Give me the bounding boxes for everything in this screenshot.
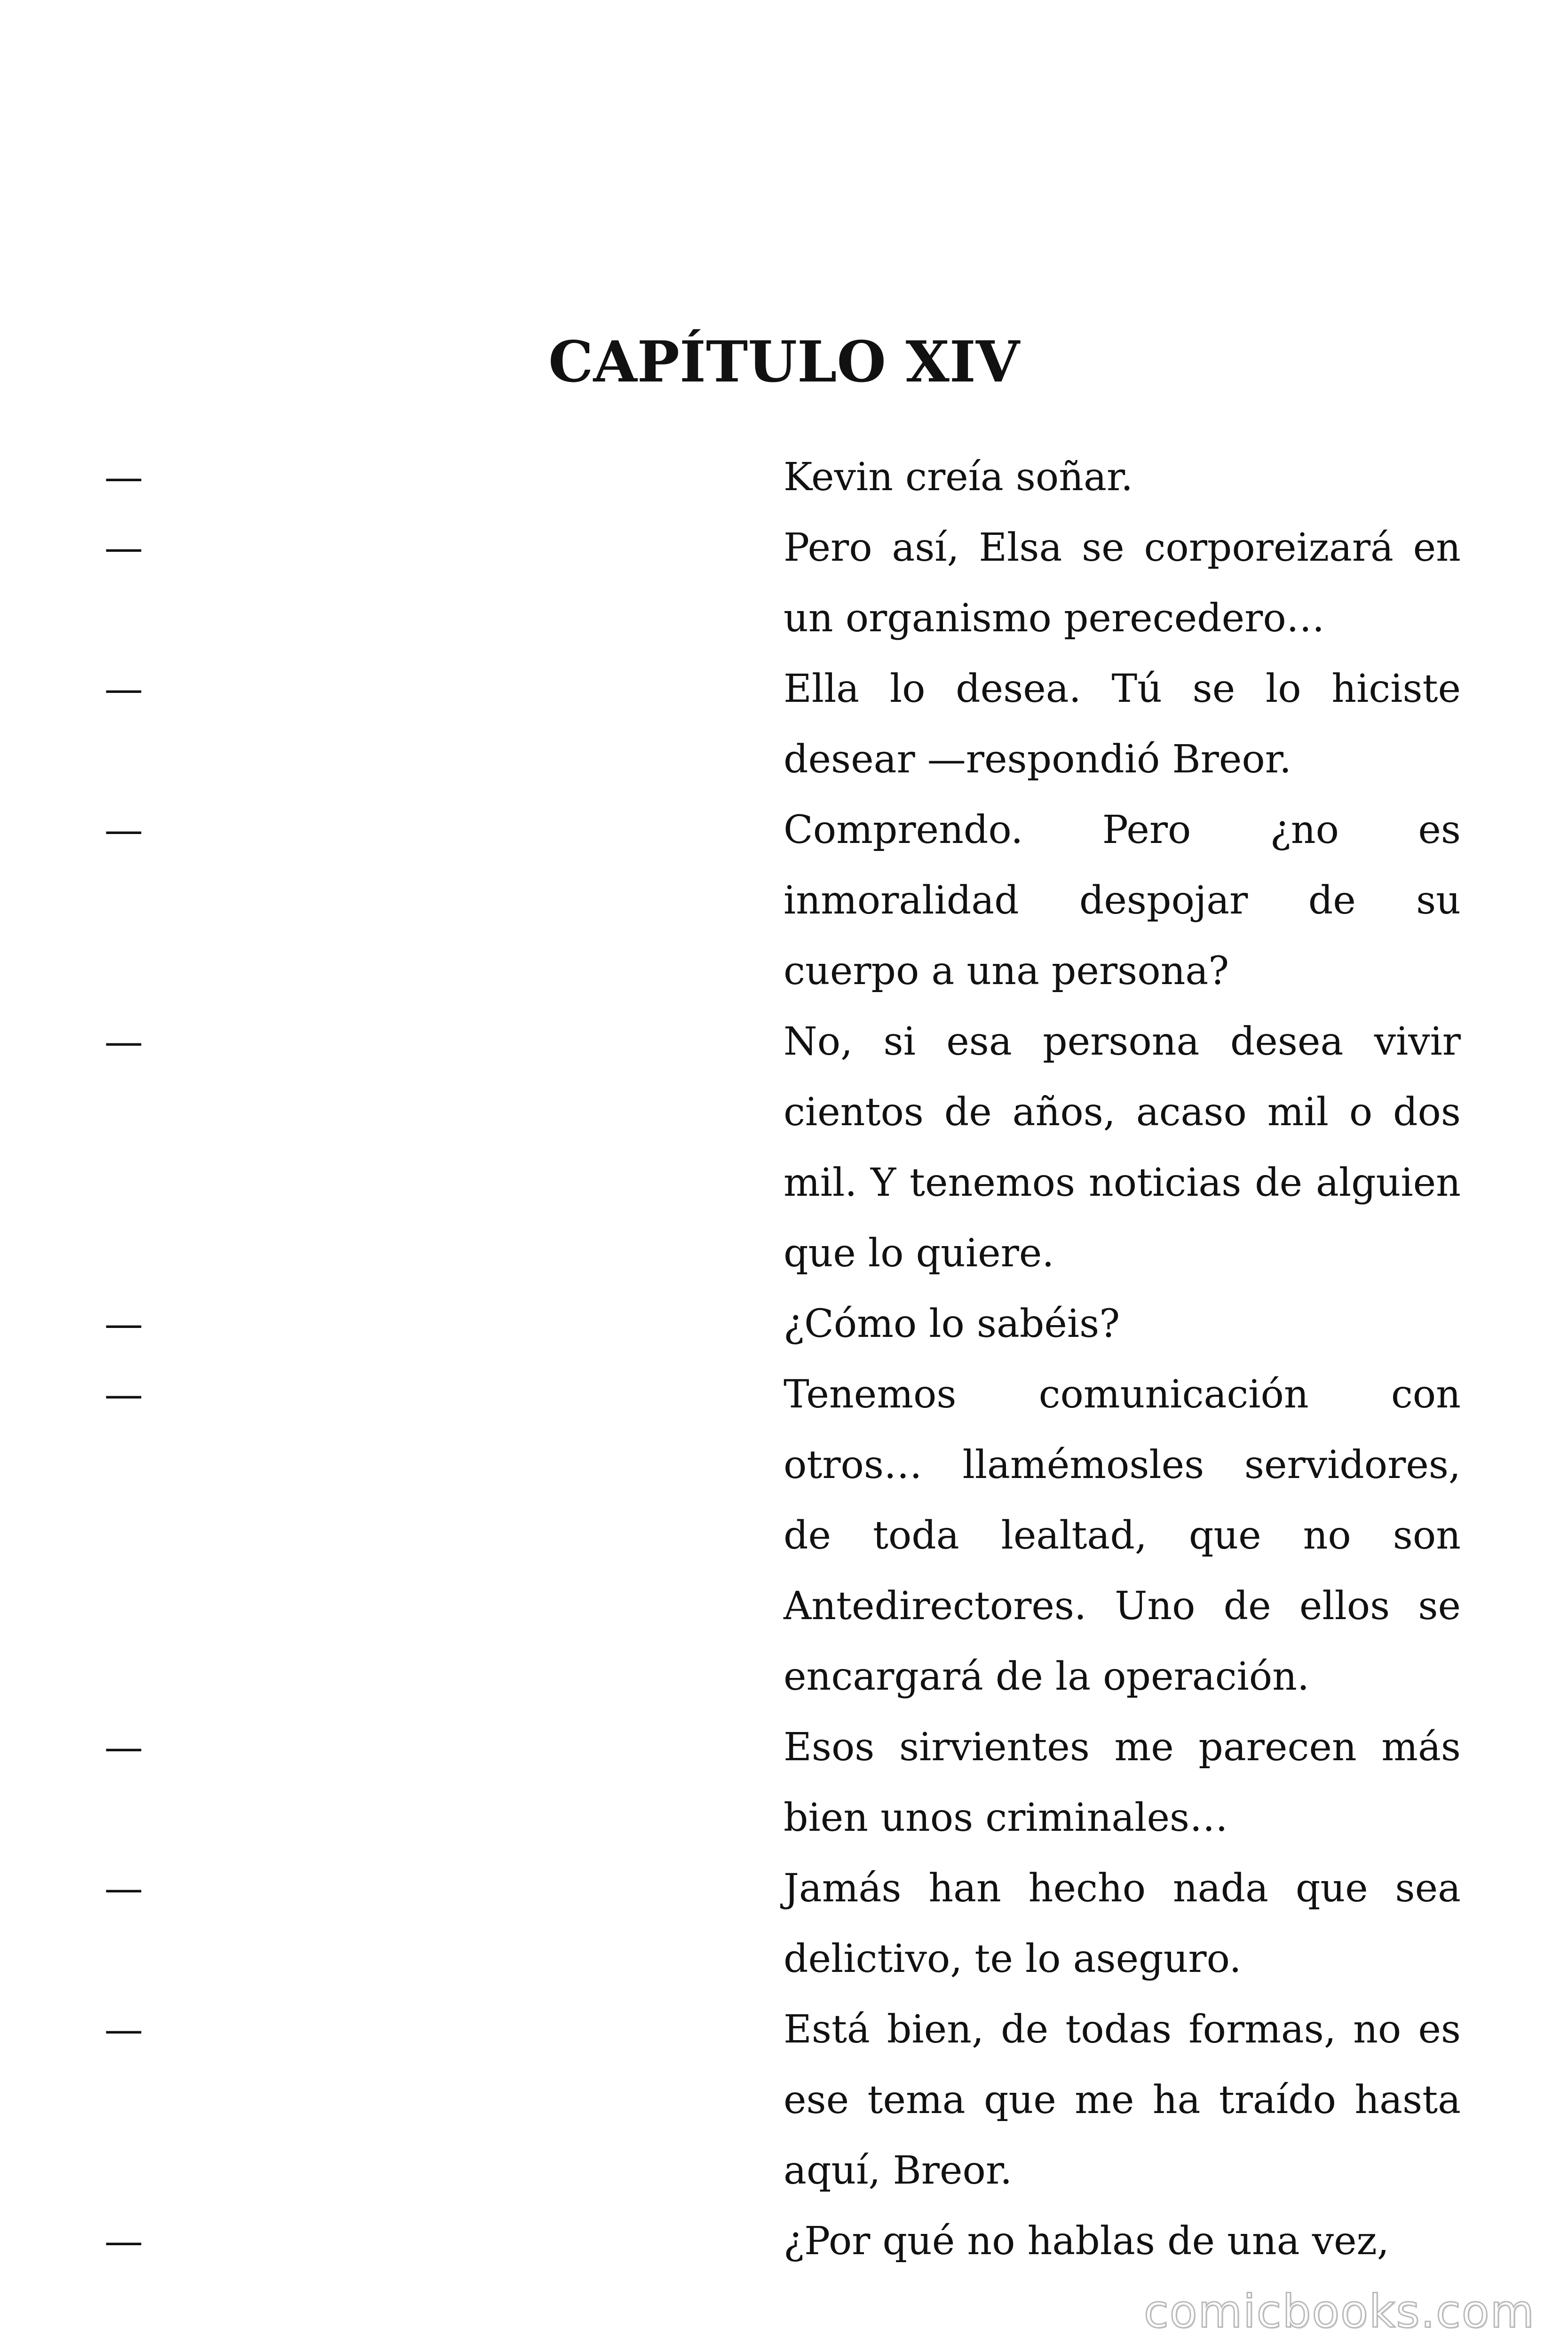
dialogue-text: Tenemos comunicación con otros… llamémosles servidores, de toda lealtad, que no son Antedirectores. Uno de ellos se encargará de la operación. (784, 1372, 1461, 1699)
dialogue-line (0, 1289, 1568, 1359)
dialogue-text: Pero así, Elsa se corporeizará en un organismo perecedero… (784, 525, 1461, 641)
em-dash: — (104, 808, 143, 852)
em-dash: — (104, 2219, 143, 2264)
dialogue-line (0, 1007, 1568, 1289)
dialogue-line (0, 1712, 1568, 1853)
em-dash: — (104, 1372, 143, 1417)
em-dash: — (104, 455, 143, 500)
dialogue-line (0, 654, 1568, 795)
dialogue-line (0, 2206, 1568, 2277)
dialogue-text: Comprendo. Pero ¿no es inmoralidad despojar de su cuerpo a una persona? (784, 808, 1461, 993)
em-dash: — (104, 525, 143, 570)
dialogue-line (0, 1359, 1568, 1712)
dialogue-line (0, 795, 1568, 1007)
dialogue-text: Kevin creía soñar. (784, 455, 1133, 500)
em-dash: — (104, 1302, 143, 1346)
em-dash: — (104, 2007, 143, 2052)
dialogue-line (0, 442, 1568, 513)
watermark-text: comicbooks.com (1143, 2285, 1535, 2338)
dialogue-text: ¿Cómo lo sabéis? (784, 1302, 1120, 1346)
em-dash: — (104, 1019, 143, 1064)
em-dash: — (104, 667, 143, 711)
dialogue-text: Ella lo desea. Tú se lo hiciste desear —respondió Breor. (784, 667, 1461, 782)
chapter-title: CAPÍTULO XIV (548, 329, 1020, 395)
dialogue-text: Esos sirvientes me parecen más bien unos criminales… (784, 1725, 1461, 1840)
dialogue-text: ¿Por qué no hablas de una vez, (784, 2219, 1389, 2264)
dialogue-line (0, 513, 1568, 654)
em-dash: — (104, 1725, 143, 1770)
dialogue-line (0, 1994, 1568, 2206)
dialogue-text: No, si esa persona desea vivir cientos de años, acaso mil o dos mil. Y tenemos noticias de alguien que lo quiere. (784, 1019, 1461, 1276)
em-dash: — (104, 1866, 143, 1911)
dialogue-text: Jamás han hecho nada que sea delictivo, te lo aseguro. (784, 1866, 1461, 1981)
dialogue-block (0, 442, 1568, 2277)
dialogue-text: Está bien, de todas formas, no es ese tema que me ha traído hasta aquí, Breor. (784, 2007, 1461, 2193)
dialogue-line (0, 1853, 1568, 1994)
